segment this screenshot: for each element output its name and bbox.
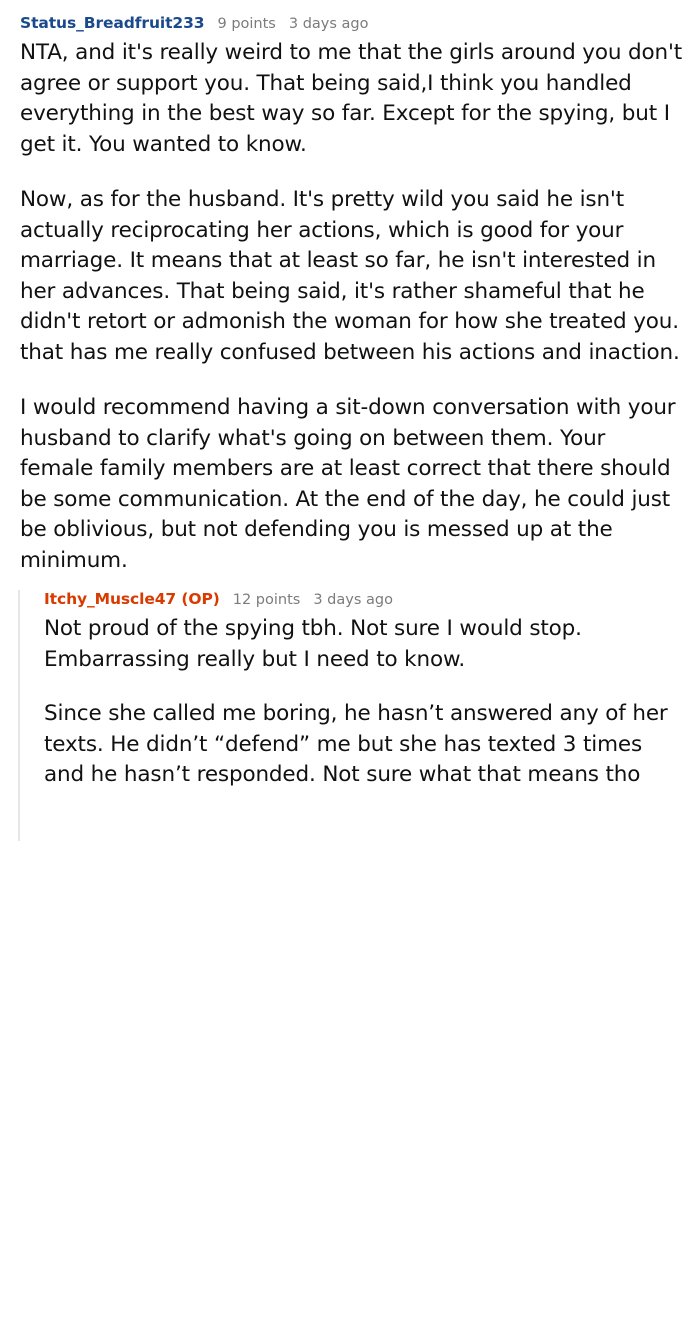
comment-author[interactable]: Status_Breadfruit233	[20, 14, 205, 32]
comment-body	[20, 38, 682, 576]
comment-paragraph: Not proud of the spying tbh. Not sure I would stop. Embarrassing really but I need to know.	[44, 616, 582, 672]
comment	[18, 14, 682, 576]
comment-reply	[18, 590, 682, 841]
comment-paragraph: NTA, and it's really weird to me that the girls around you don't agree or support you. That being said,I think you handled everything in the best way so far. Except for the spying, but I get it. You wanted to know.	[20, 40, 683, 157]
comment-meta	[20, 14, 682, 32]
comment-age: 3 days ago	[313, 592, 393, 609]
comment-spacer	[44, 815, 682, 841]
comment-body	[44, 614, 682, 791]
comment-paragraph: Since she called me boring, he hasn’t answered any of her texts. He didn’t “defend” me but she has texted 3 times and he hasn’t responded. Not sure what that means tho	[44, 701, 668, 788]
comment-points: 9 points	[217, 16, 276, 32]
comment-age: 3 days ago	[288, 16, 369, 32]
comment-paragraph: Now, as for the husband. It's pretty wild you said he isn't actually reciprocating her actions, which is good for your marriage. It means that at least so far, he isn't interested in her advances. That being said, it's rather shameful that he didn't retort or admonish the woman for how she treated you. that has me really confused between his actions and inaction.	[20, 187, 680, 365]
comment-points: 12 points	[232, 592, 301, 609]
comment-meta	[44, 590, 682, 608]
comment-author[interactable]: Itchy_Muscle47 (OP)	[44, 590, 220, 609]
comment-paragraph: I would recommend having a sit-down conversation with your husband to clarify what's going on between them. Your female family members are at least correct that there should be some communication. At the end of the day, he could just be oblivious, but not defending you is messed up at the minimum.	[20, 395, 676, 573]
